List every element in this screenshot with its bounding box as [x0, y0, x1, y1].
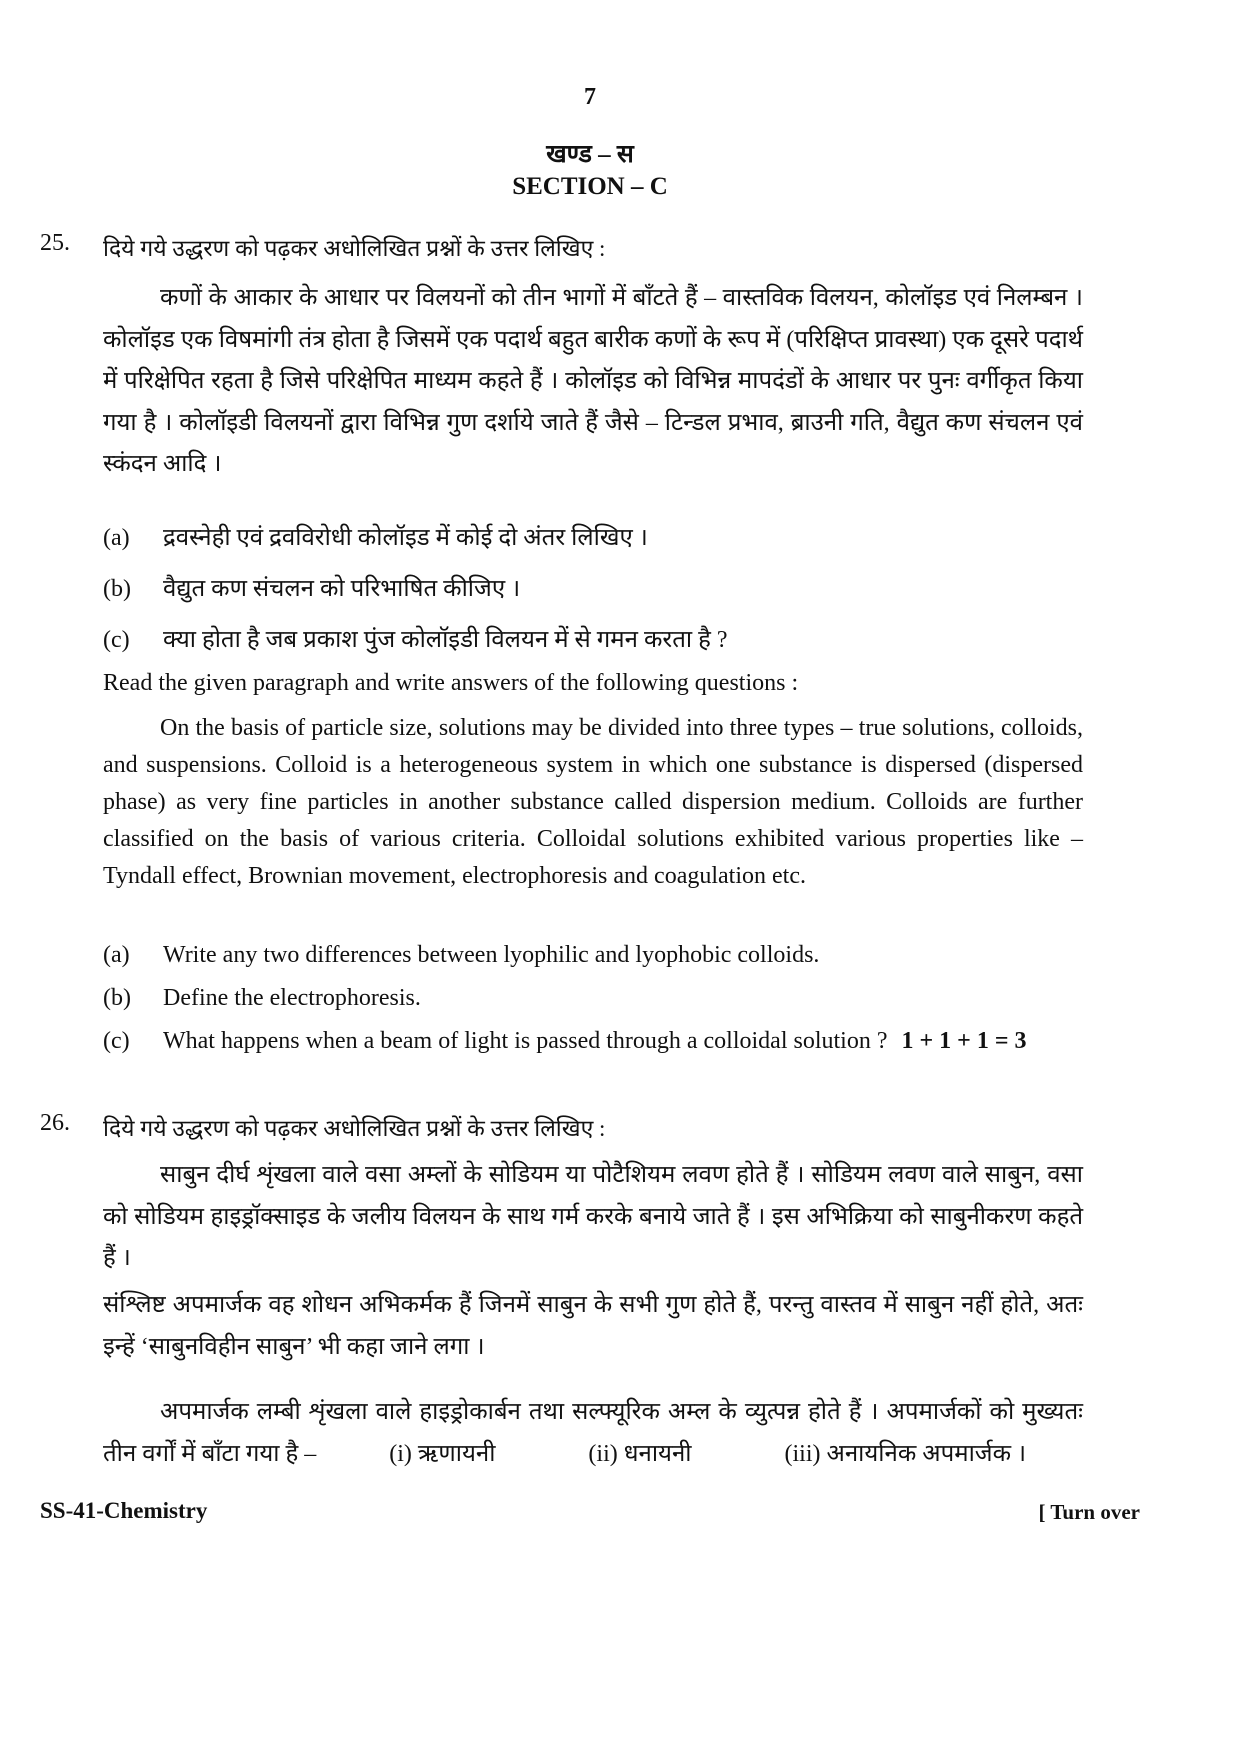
sub-text: द्रवस्नेही एवं द्रवविरोधी कोलॉइड में कोई दो अंतर लिखिए ।	[163, 525, 648, 551]
type-label: (ii)	[588, 1440, 618, 1467]
page-number: 7	[584, 84, 596, 110]
sub-label: (a)	[103, 525, 130, 551]
type-text: अनायनिक अपमार्जक ।	[826, 1440, 1027, 1467]
q25-sub-english-c	[103, 1028, 1027, 1055]
type-label: (iii)	[784, 1440, 821, 1467]
question-25-instruction-hindi: दिये गये उद्धरण को पढ़कर अधोलिखित प्रश्नों के उत्तर लिखिए :	[103, 236, 606, 261]
sub-text: Define the electrophoresis.	[163, 985, 421, 1011]
question-25-instruction-english: Read the given paragraph and write answers of the following questions :	[103, 670, 799, 696]
q25-sub-english-a	[103, 942, 819, 969]
detergent-type-2	[531, 1434, 691, 1476]
passage-hindi-text: कणों के आकार के आधार पर विलयनों को तीन भागों में बाँटते हैं – वास्तविक विलयन, कोलॉइड एवं निलम्बन । कोलॉइड एक विषमांगी तंत्र होता है जिसमें एक पदार्थ बहुत बारीक कणों के रूप में (परिक्षिप्त प्रावस्था) एक दूसरे पदार्थ में परिक्षेपित रहता है जिसे परिक्षेपित माध्यम कहते हैं । कोलॉइड को विभिन्न मापदंडों के आधार पर पुनः वर्गीकृत किया गया है । कोलॉइडी विलयनों द्वारा विभिन्न गुण दर्शाये जाते हैं जैसे – टिन्डल प्रभाव, ब्राउनी गति, वैद्युत कण संचलन एवं स्कंदन आदि ।	[103, 285, 1083, 477]
question-26-passage-hindi-3	[103, 1392, 1083, 1475]
q25-sub-hindi-a	[103, 520, 648, 553]
q25-sub-hindi-c	[103, 622, 728, 655]
sub-label: (b)	[103, 576, 131, 602]
question-26-number: 26.	[40, 1110, 70, 1136]
section-title-hindi: खण्ड – स	[546, 141, 634, 168]
question-26-passage-hindi-2	[103, 1285, 1083, 1368]
section-title-english: SECTION – C	[512, 173, 668, 200]
sub-text: What happens when a beam of light is passed through a colloidal solution ?	[163, 1028, 888, 1054]
sub-text: वैद्युत कण संचलन को परिभाषित कीजिए ।	[163, 576, 521, 602]
question-25-number: 25.	[40, 230, 70, 256]
type-label: (i)	[389, 1440, 412, 1467]
q25-sub-hindi-b	[103, 571, 520, 604]
type-text: धनायनी	[623, 1440, 692, 1467]
passage-english-text: On the basis of particle size, solutions may be divided into three types – true solutions, colloids, and suspensions. Colloid is a heterogeneous system in which one substance is dispersed (dispersed phase) as very fine particles in another substance called dispersion medium. Colloids are further classified on the basis of various criteria. Colloidal solutions exhibited various properties like – Tyndall effect, Brownian movement, electrophoresis and coagulation etc.	[103, 715, 1083, 889]
question-25-passage-english	[103, 710, 1083, 895]
passage-para-3	[103, 1392, 1083, 1475]
detergent-type-1	[332, 1434, 495, 1476]
passage-para-2: संश्लिष्ट अपमार्जक वह शोधन अभिकर्मक हैं जिनमें साबुन के सभी गुण होते हैं, परन्तु वास्तव में साबुन नहीं होते, अतः इन्हें ‘साबुनविहीन साबुन’ भी कहा जाने लगा ।	[103, 1292, 1083, 1360]
turn-over-note: [ Turn over	[1038, 1500, 1140, 1524]
question-25-passage-hindi	[103, 278, 1083, 486]
question-26-passage-hindi-1	[103, 1155, 1083, 1280]
sub-label: (c)	[103, 627, 130, 653]
passage-para-1: साबुन दीर्घ शृंखला वाले वसा अम्लों के सोडियम या पोटैशियम लवण होते हैं । सोडियम लवण वाले साबुन, वसा को सोडियम हाइड्रॉक्साइड के जलीय विलयन के साथ गर्म करके बनाये जाते हैं । इस अभिक्रिया को साबुनीकरण कहते हैं ।	[103, 1162, 1083, 1271]
marks-allocation: 1 + 1 + 1 = 3	[901, 1028, 1027, 1054]
sub-text: Write any two differences between lyophilic and lyophobic colloids.	[163, 942, 820, 968]
sub-label: (b)	[103, 985, 131, 1011]
type-text: ऋणायनी	[417, 1440, 496, 1467]
passage-para-3-text: अपमार्जक लम्बी शृंखला वाले हाइड्रोकार्बन तथा सल्फ्यूरिक अम्ल के व्युत्पन्न होते हैं । अपमार्जकों को मुख्यतः तीन वर्गों में बाँटा गया है –	[103, 1399, 1083, 1467]
sub-text: क्या होता है जब प्रकाश पुंज कोलॉइडी विलयन में से गमन करता है ?	[163, 627, 728, 653]
q25-sub-english-b	[103, 985, 421, 1012]
sub-label: (a)	[103, 942, 130, 968]
question-26-instruction-hindi: दिये गये उद्धरण को पढ़कर अधोलिखित प्रश्नों के उत्तर लिखिए :	[103, 1116, 606, 1141]
sub-label: (c)	[103, 1028, 130, 1054]
detergent-type-3	[728, 1434, 1027, 1476]
paper-code: SS-41-Chemistry	[40, 1498, 208, 1523]
